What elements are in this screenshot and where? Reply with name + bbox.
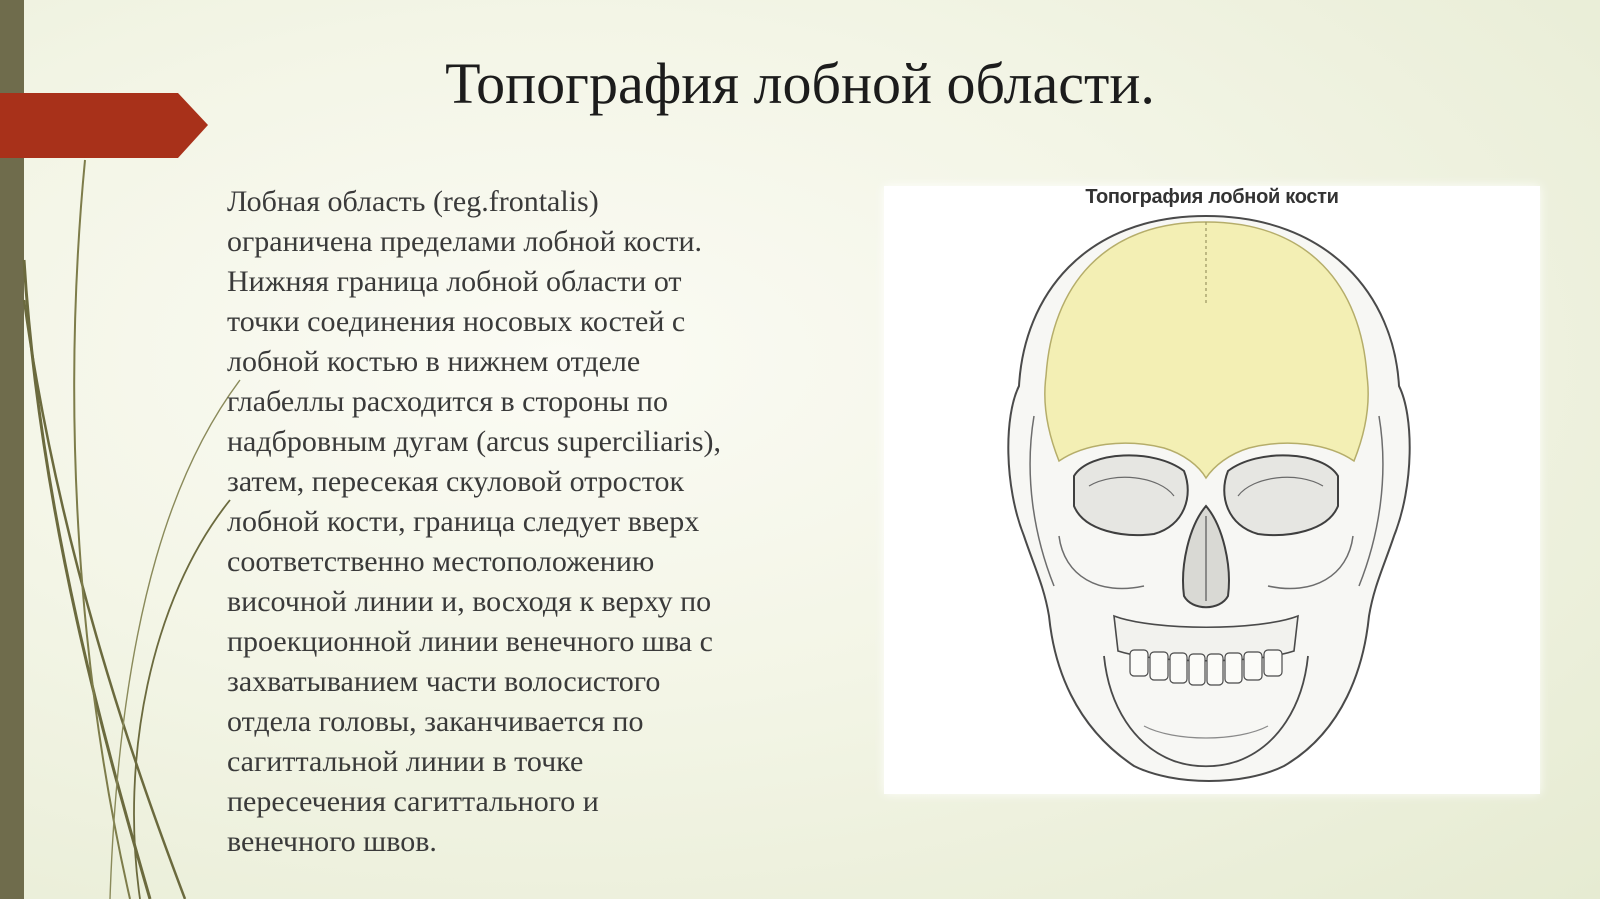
skull-figure	[884, 186, 1540, 794]
slide-title: Топография лобной области.	[445, 51, 1155, 116]
skull-illustration	[884, 186, 1540, 794]
figure-caption: Топография лобной кости	[1085, 186, 1339, 208]
body-paragraph: Лобная область (reg.frontalis) ограничена пределами лобной кости. Нижняя граница лобной области от точки соединения носовых костей с лобной костью в нижнем отделе глабеллы расходится в стороны по надбровным дугам (arcus superciliaris), затем, пересекая скуловой отросток лобной кости, граница следует вверх соответственно местоположению височной линии и, восходя к верху по проекционной линии венечного шва с захватыванием части волосистого отдела головы, заканчивается по сагиттальной линии в точке пересечения сагиттального и венечного швов.	[227, 185, 722, 858]
red-arrow-shape	[0, 0, 210, 899]
